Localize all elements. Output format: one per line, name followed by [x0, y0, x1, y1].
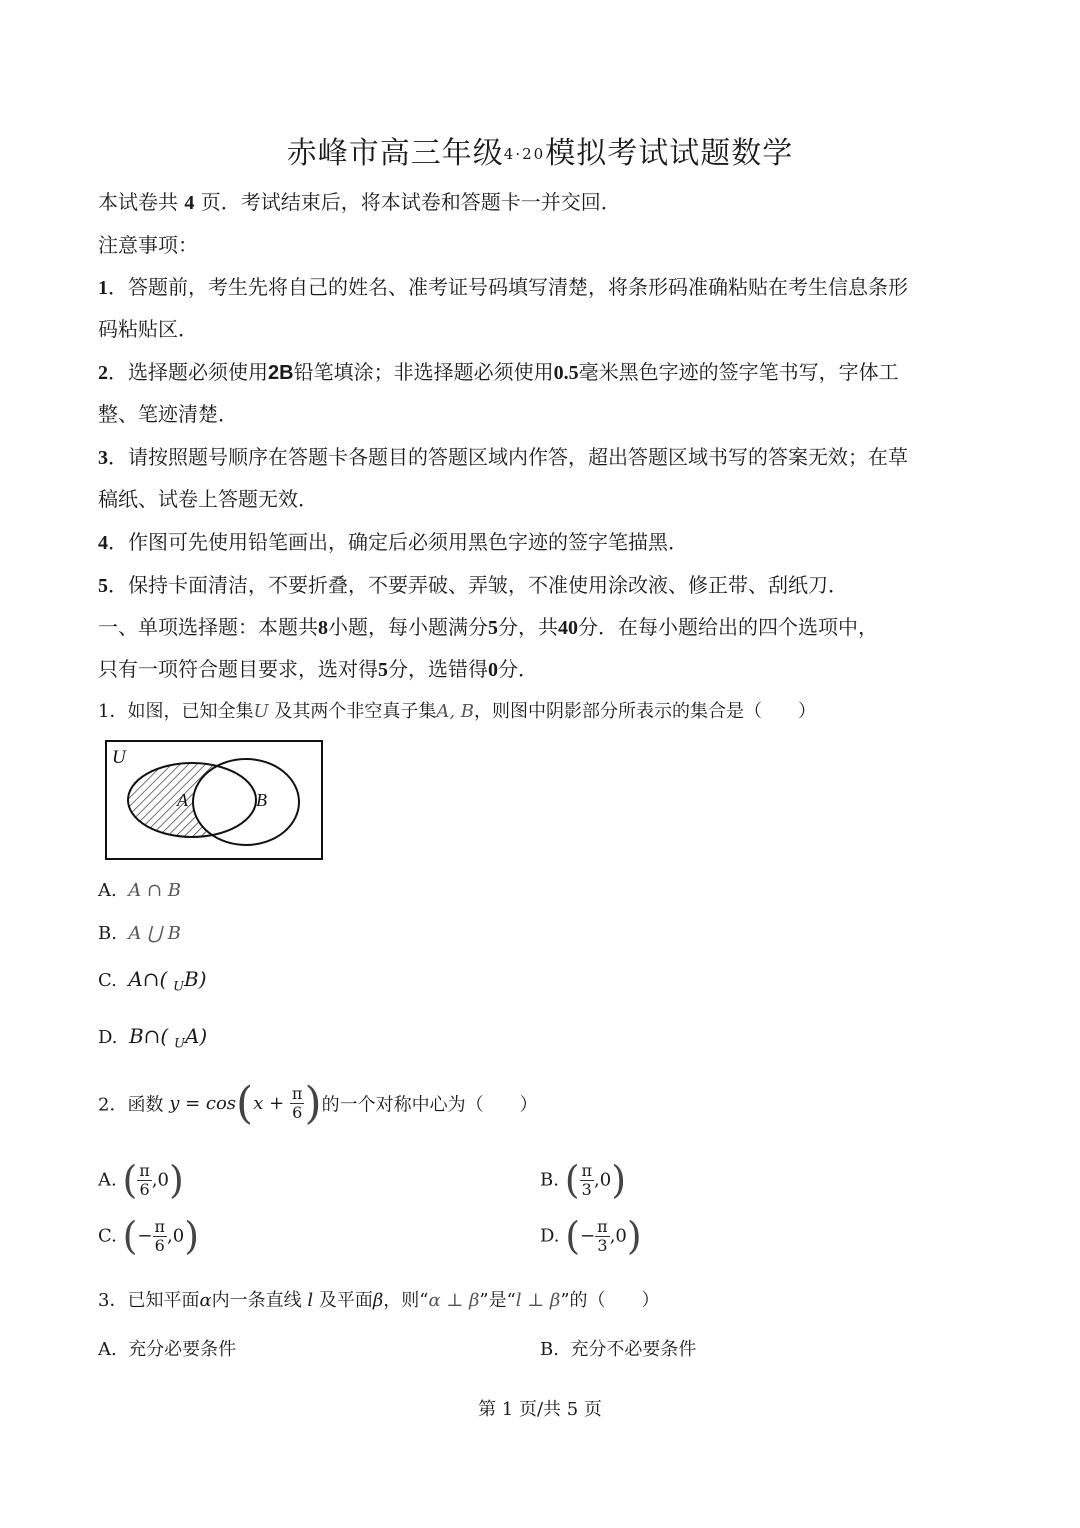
intro-text-2: 页．考试结束后，将本试卷和答题卡一并交回． [200, 190, 621, 214]
option-expr: B∩( [128, 1024, 169, 1048]
option-text: 充分不必要条件 [570, 1339, 697, 1360]
q3-option-b[interactable] [540, 1335, 696, 1361]
section-text: 分．在每小题给出的四个选项中， [578, 615, 878, 639]
option-expr: B) [184, 967, 207, 991]
note-text: 毫米黑色字迹的签字笔书写，字体工 [578, 360, 899, 384]
option-label: B. [98, 923, 117, 944]
note-text: ．保持卡面清洁，不要折叠，不要弄破、弄皱，不准使用涂改液、修正带、刮纸刀． [108, 573, 848, 597]
q2-option-d[interactable] [540, 1214, 642, 1258]
universe-label: U [112, 747, 126, 768]
stem-text: ，则图中阴影部分所表示的集合是（ ） [474, 701, 817, 722]
q2-option-c[interactable] [98, 1214, 199, 1258]
beta: β [372, 1290, 384, 1311]
var-ab: A, B [436, 701, 475, 722]
complement-sub: U [173, 1036, 185, 1052]
func-expr: y = cos [169, 1093, 237, 1114]
var-u: U [253, 701, 269, 722]
left-paren: ( [564, 1158, 580, 1202]
section-text: 一、单项选择题：本题共 [98, 615, 318, 639]
title-main: 赤峰市高三年级 [286, 136, 504, 171]
venn-diagram [104, 738, 326, 862]
stem-text: 及平面 [318, 1290, 373, 1311]
stem-text: ”的（ ） [560, 1290, 660, 1311]
right-paren: ) [304, 1078, 322, 1129]
score-total: 40 [558, 617, 578, 639]
stem-text: 及其两个非空真子集 [274, 701, 437, 722]
left-paren: ( [122, 1158, 138, 1202]
title-date: 4·20 [503, 145, 546, 163]
right-paren: ) [611, 1158, 627, 1202]
option-tail: ,0 [167, 1225, 185, 1247]
q2-option-a[interactable] [98, 1158, 184, 1202]
frac-den: 3 [597, 1235, 608, 1255]
complement-sub: U [173, 979, 185, 995]
option-expr: A) [184, 1024, 208, 1048]
left-paren: ( [565, 1214, 581, 1258]
stem-text: ”是“ [479, 1290, 516, 1311]
right-paren: ) [626, 1214, 642, 1258]
q1-option-c[interactable] [98, 967, 207, 995]
frac-num: π [139, 1160, 150, 1180]
section-header-cont [98, 653, 538, 682]
set-b-label: B [256, 790, 267, 810]
pen-width: 0.5 [553, 362, 579, 384]
note-number: 4 [98, 532, 108, 554]
section-text: 分，共 [498, 615, 558, 639]
left-paren: ( [122, 1214, 138, 1258]
option-label: B. [540, 1169, 559, 1191]
set-a-label: A [177, 790, 188, 810]
note-2 [98, 356, 899, 385]
pi-over-6 [290, 1085, 305, 1122]
section-header [98, 611, 878, 640]
intro-text: 本试卷共 [98, 190, 178, 214]
func-inner: x + [253, 1093, 285, 1114]
option-label: B. [540, 1339, 559, 1360]
option-fraction [137, 1162, 152, 1199]
option-expr: A ⋃ B [128, 923, 181, 944]
note-number: 5 [98, 575, 108, 597]
section-text: 分． [498, 657, 538, 681]
frac-den: 6 [139, 1179, 150, 1199]
option-label: D. [98, 1027, 118, 1048]
score-each: 5 [488, 617, 498, 639]
option-tail: ,0 [594, 1169, 612, 1191]
option-text: 充分必要条件 [128, 1339, 237, 1360]
note-text: 铅笔填涂；非选择题必须使用 [293, 360, 554, 384]
stem-text: 3．已知平面 [98, 1290, 200, 1311]
option-label: D. [540, 1225, 560, 1247]
stem-text: 1．如图，已知全集 [98, 701, 254, 722]
option-expr: A ∩ B [128, 880, 181, 901]
question-3-stem [98, 1286, 660, 1312]
section-text: 小题，每小题满分 [328, 615, 488, 639]
option-fraction [153, 1218, 168, 1255]
condition-2: l ⊥ β [515, 1290, 561, 1311]
stem-text: 内一条直线 [211, 1290, 302, 1311]
score-correct: 5 [378, 659, 388, 681]
q2-option-b[interactable] [540, 1158, 626, 1202]
option-label: A. [98, 880, 117, 901]
intro-line [98, 186, 621, 215]
note-number: 1 [98, 277, 108, 299]
question-count: 8 [318, 617, 328, 639]
note-3-cont: 稿纸、试卷上答题无效． [98, 487, 318, 511]
section-text: 分，选错得 [388, 657, 488, 681]
note-text: ．答题前，考生先将自己的姓名、准考证号码填写清楚，将条形码准确粘贴在考生信息条形 [108, 275, 908, 299]
line-l: l [307, 1290, 314, 1311]
q1-option-d[interactable] [98, 1024, 207, 1052]
right-paren: ) [169, 1158, 184, 1202]
note-number: 3 [98, 447, 108, 469]
frac-den: 3 [581, 1179, 592, 1199]
option-label: A. [98, 1169, 117, 1191]
left-paren: ( [236, 1078, 254, 1129]
option-tail: ,0 [609, 1225, 627, 1247]
frac-den: 6 [292, 1103, 303, 1122]
page-title [0, 128, 1080, 172]
page-count: 4 [184, 192, 195, 214]
condition-1: α ⊥ β [428, 1290, 480, 1311]
stem-text: ，则“ [383, 1290, 429, 1311]
question-2-stem [98, 1078, 538, 1129]
frac-num: π [154, 1216, 166, 1236]
minus-sign: − [580, 1225, 596, 1247]
note-1-cont: 码粘贴区． [98, 317, 198, 341]
option-fraction [595, 1218, 610, 1255]
section-text: 只有一项符合题目要求，选对得 [98, 657, 378, 681]
note-number: 2 [98, 362, 108, 384]
option-label: A. [98, 1339, 117, 1360]
note-text: ．选择题必须使用 [108, 360, 268, 384]
note-3 [98, 441, 908, 470]
frac-num: π [581, 1160, 593, 1180]
q1-option-b[interactable] [98, 923, 181, 944]
frac-den: 6 [154, 1235, 165, 1255]
notice-title: 注意事项： [98, 233, 198, 257]
page-footer: 第 1 页/共 5 页 [478, 1399, 602, 1420]
option-expr: A∩( [128, 967, 168, 991]
frac-num: π [291, 1084, 303, 1103]
right-paren: ) [184, 1214, 200, 1258]
pencil-grade: 2B [268, 362, 294, 384]
question-1-stem [98, 697, 816, 723]
note-5 [98, 569, 848, 598]
score-wrong: 0 [488, 659, 498, 681]
minus-sign: − [137, 1225, 153, 1247]
stem-text: 2．函数 [98, 1094, 164, 1116]
note-text: ．作图可先使用铅笔画出，确定后必须用黑色字迹的签字笔描黑． [108, 530, 688, 554]
title-rest: 模拟考试试题数学 [545, 136, 794, 171]
q1-option-a[interactable] [98, 880, 181, 901]
q3-option-a[interactable] [98, 1335, 236, 1361]
note-4 [98, 526, 688, 555]
option-fraction [580, 1162, 595, 1199]
option-label: C. [98, 970, 117, 991]
note-1 [98, 271, 908, 300]
option-tail: ,0 [151, 1169, 169, 1191]
note-2-cont: 整、笔迹清楚． [98, 402, 238, 426]
option-label: C. [98, 1225, 117, 1247]
stem-text: 的一个对称中心为（ ） [321, 1094, 538, 1116]
note-text: ．请按照题号顺序在答题卡各题目的答题区域内作答，超出答题区域书写的答案无效；在草 [108, 445, 908, 469]
frac-num: π [597, 1216, 608, 1236]
alpha: α [199, 1290, 212, 1311]
